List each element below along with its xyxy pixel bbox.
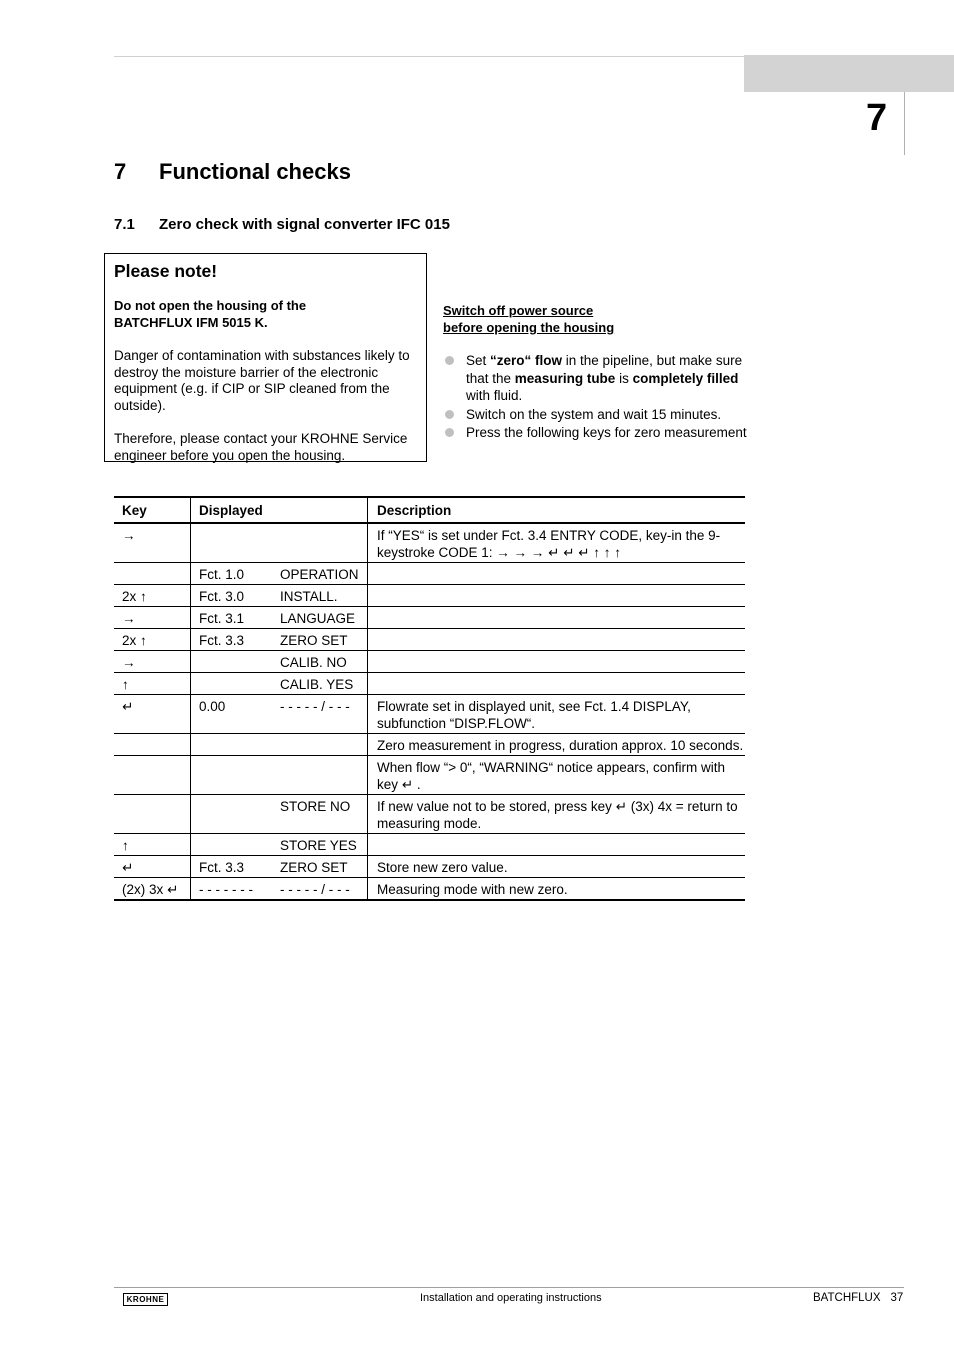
list-item: Switch on the system and wait 15 minutes. [443,406,748,424]
subsection-title: Zero check with signal converter IFC 015 [159,216,450,233]
subsection-heading [114,215,450,235]
cell-displayed-function [191,834,273,856]
step1-text-3: is [615,370,633,386]
krohne-logo: KROHNE [123,1293,168,1306]
cell-displayed-function [191,673,273,695]
table-row [114,756,745,795]
cell-displayed-value: ZERO SET [272,856,368,878]
table-row [114,834,745,856]
cell-displayed-function: Fct. 3.3 [191,629,273,651]
cell-displayed-function: Fct. 1.0 [191,563,273,585]
cell-key: (2x) 3x ↵ [114,878,191,901]
cell-displayed-function [191,795,273,834]
cell-displayed-function [191,756,273,795]
cell-description: If new value not to be stored, press key ↵ (3x) 4x = return to measuring mode. [368,795,746,834]
chapter-number: 7 [866,97,888,139]
step1-bold-filled: completely filled [632,370,739,386]
cell-description: Store new zero value. [368,856,746,878]
cell-description [368,834,746,856]
footer-product-name: BATCHFLUX [813,1292,881,1304]
note-title: Please note! [114,261,218,281]
footer-product [813,1291,903,1305]
cell-key: ↑ [114,834,191,856]
cell-displayed-value: LANGUAGE [272,607,368,629]
cell-displayed-value [272,523,368,563]
table-row [114,695,745,734]
section-heading [114,158,351,186]
cell-description [368,563,746,585]
cell-key: 2x ↑ [114,585,191,607]
table-row [114,856,745,878]
cell-displayed-function: Fct. 3.1 [191,607,273,629]
cell-displayed-value: STORE NO [272,795,368,834]
section-number: 7 [114,159,127,184]
list-item [443,352,748,405]
cell-displayed-function: - - - - - - - [191,878,273,901]
cell-displayed-value: - - - - - / - - - [272,695,368,734]
table-body [114,523,745,900]
page-number: 37 [890,1292,904,1304]
header-description: Description [368,497,746,523]
cell-displayed-function: Fct. 3.3 [191,856,273,878]
cell-displayed-value: CALIB. YES [272,673,368,695]
table-row [114,734,745,756]
cell-key: → [114,651,191,673]
cell-displayed-value [272,734,368,756]
procedure-list [443,352,748,443]
step1-text: Set [466,353,491,368]
cell-displayed-value: STORE YES [272,834,368,856]
note-warning-line1: Do not open the housing of the [114,298,307,313]
note-warning-line2: BATCHFLUX IFM 5015 K. [114,314,268,330]
cell-key: ↵ [114,856,191,878]
note-danger: Danger of contamination with substances likely to destroy the moisture barrier of the electronic equipment (e.g. if CIP or SIP cleaned from the outside). [114,348,410,413]
cell-displayed-function [191,734,273,756]
power-warning-line2: before opening the housing [443,320,615,335]
cell-displayed-function [191,651,273,673]
table-row [114,563,745,585]
power-warning [443,302,614,336]
cell-displayed-function: Fct. 3.0 [191,585,273,607]
footer-rule [114,1287,904,1288]
subsection-number: 7.1 [114,216,135,233]
cell-displayed-value: CALIB. NO [272,651,368,673]
cell-key: 2x ↑ [114,629,191,651]
chapter-divider [904,92,905,155]
note-contact: Therefore, please contact your KROHNE Service engineer before you open the housing. [114,431,408,463]
cell-displayed-function [191,523,273,563]
cell-description: Flowrate set in displayed unit, see Fct. 1.4 DISPLAY, subfunction “DISP.FLOW“. [368,695,746,734]
cell-displayed-value: OPERATION [272,563,368,585]
table-row [114,651,745,673]
cell-description: Measuring mode with new zero. [368,878,746,901]
cell-description [368,585,746,607]
cell-key: → [114,607,191,629]
cell-key [114,756,191,795]
cell-key [114,563,191,585]
step1-text-4: with fluid. [466,388,523,403]
table-row [114,795,745,834]
cell-key: → [114,523,191,563]
cell-key: ↑ [114,673,191,695]
step1-text-2: in the pipeline, but make sure that the [466,353,743,386]
table-row [114,878,745,901]
header-key: Key [114,497,191,523]
cell-displayed-value [272,756,368,795]
section-title: Functional checks [159,159,351,184]
cell-key: ↵ [114,695,191,734]
cell-key [114,734,191,756]
top-rule [114,56,744,57]
list-item: Press the following keys for zero measurement [443,424,748,442]
table-header-row [114,497,745,523]
cell-displayed-value: - - - - - / - - - [272,878,368,901]
table-row [114,523,745,563]
header-displayed: Displayed [191,497,368,523]
cell-description [368,629,746,651]
cell-description: Zero measurement in progress, duration approx. 10 seconds. [368,734,746,756]
step1-bold-tube: measuring tube [514,370,616,386]
footer-document-title: Installation and operating instructions [420,1292,602,1304]
step1-bold-zero-flow: “zero“ flow [490,353,563,368]
cell-displayed-value: INSTALL. [272,585,368,607]
cell-description: If “YES“ is set under Fct. 3.4 ENTRY CODE, key-in the 9-keystroke CODE 1: → → → ↵ ↵ ↵ ↑ ↑ ↑ [368,523,746,563]
cell-displayed-function: 0.00 [191,695,273,734]
table-row [114,629,745,651]
cell-key [114,795,191,834]
note-warning [114,298,416,331]
cell-description [368,607,746,629]
cell-description [368,651,746,673]
cell-description [368,673,746,695]
table-row [114,607,745,629]
cell-description: When flow “> 0“, “WARNING“ notice appears, confirm with key ↵ . [368,756,746,795]
table-row [114,673,745,695]
cell-displayed-value: ZERO SET [272,629,368,651]
table-row [114,585,745,607]
chapter-tab [744,55,954,92]
power-warning-line1: Switch off power source [443,303,594,318]
note-box [104,253,427,462]
key-sequence-table [114,496,745,901]
